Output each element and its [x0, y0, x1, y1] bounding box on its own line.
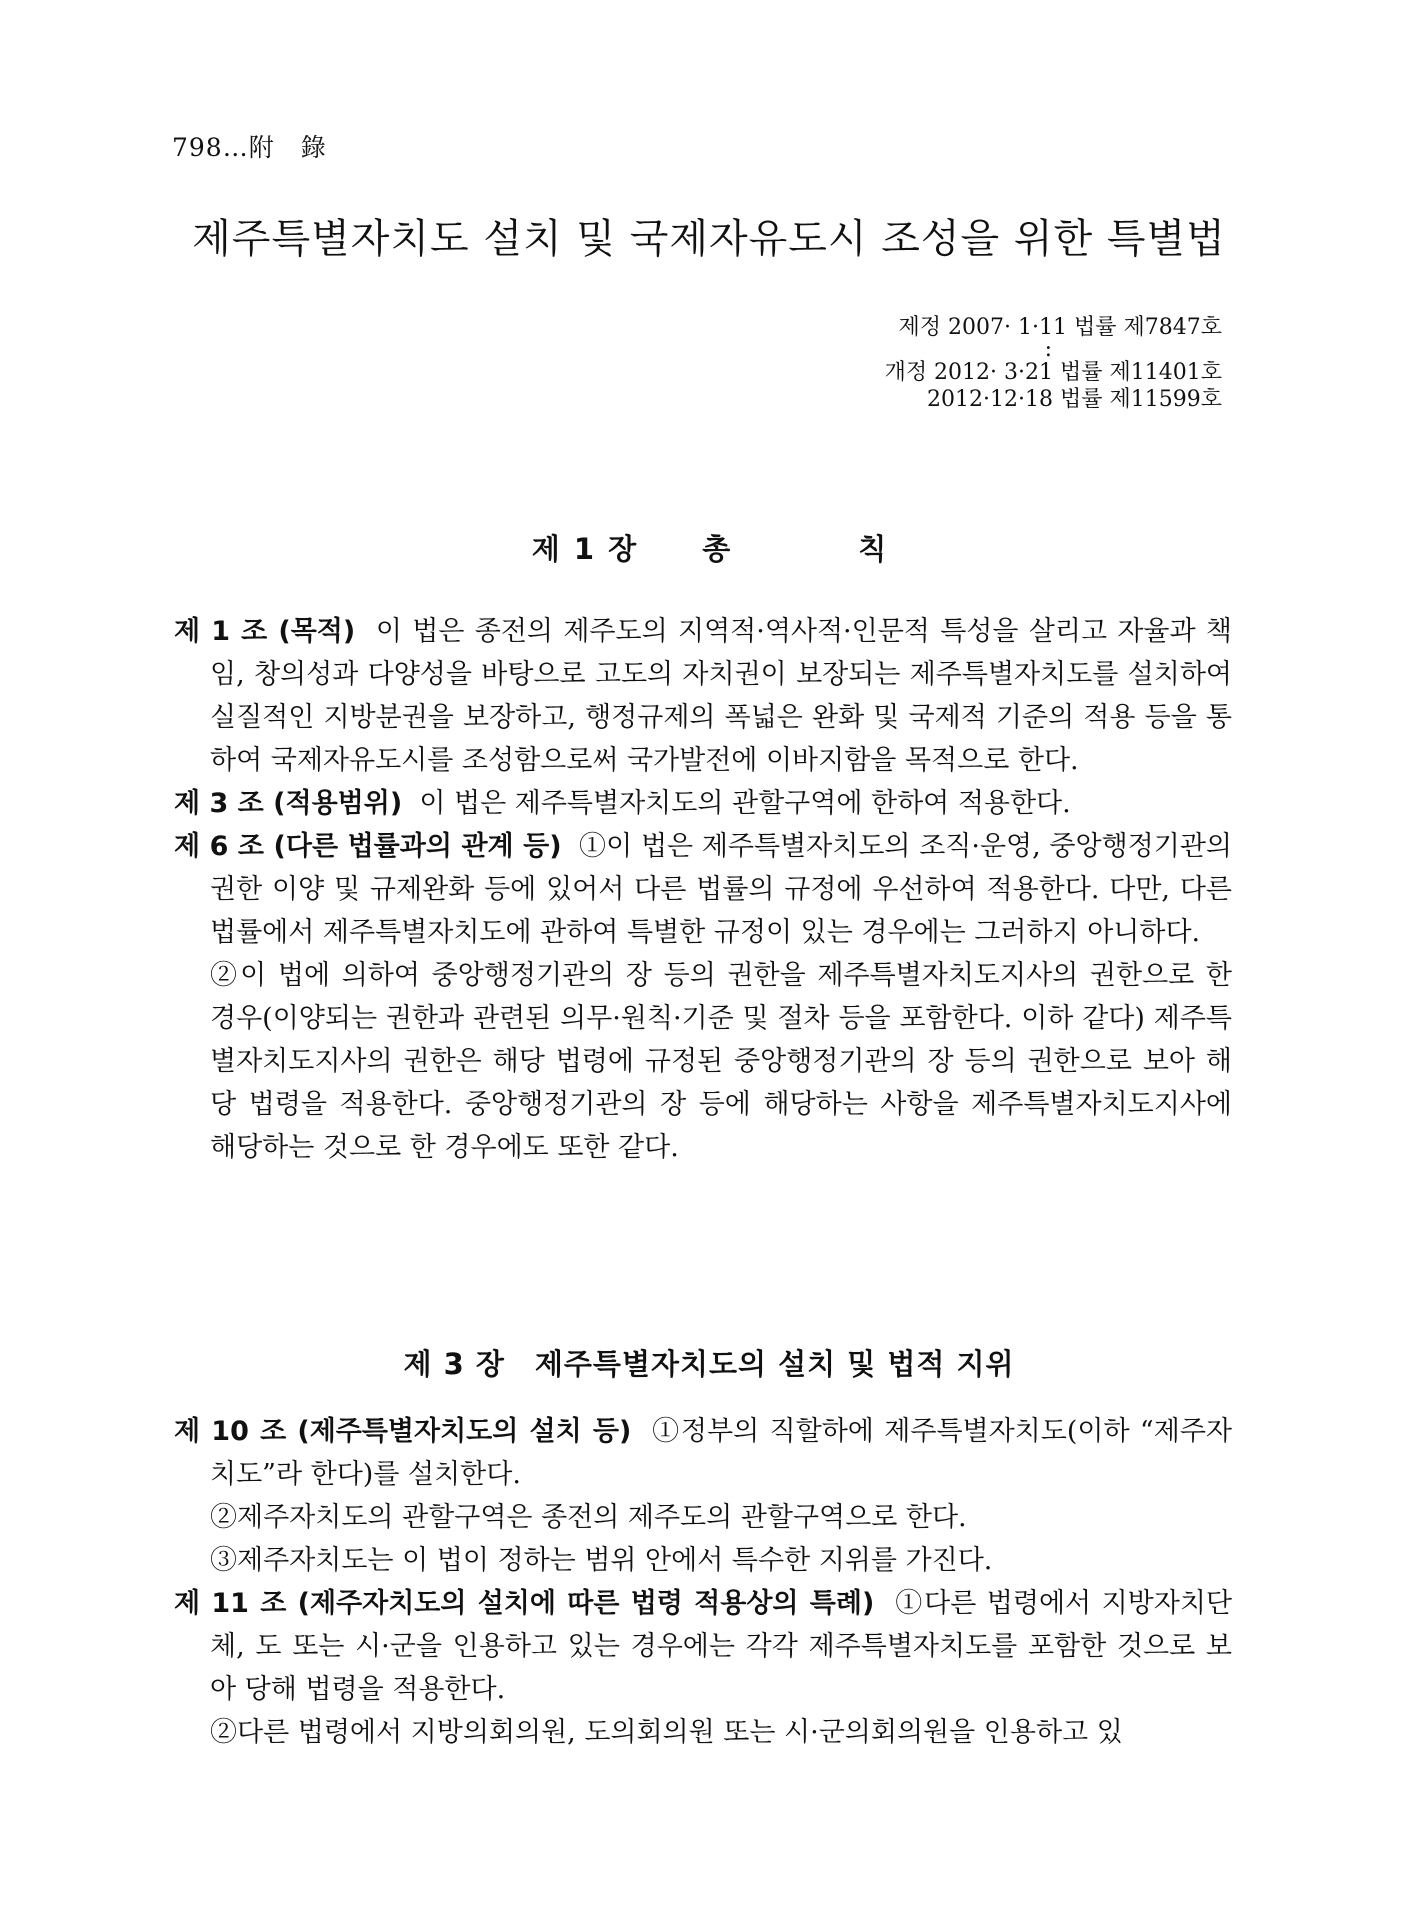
chapter-1-body [174, 610, 1232, 1169]
article-6-para-2: ②이 법에 의하여 중앙행정기관의 장 등의 권한을 제주특별자치도지사의 권한으로 한 경우(이양되는 권한과 관련된 의무·원칙·기준 및 절차 등을 포함한다. 이하 같다) 제주특별자치도지사의 권한은 해당 법령에 규정된 중앙행정기관의 장 등의 권한으로 보아 해당 법령을 적용한다. 중앙행정기관의 장 등에 해당하는 사항을 제주특별자치도지사에 해당하는 것으로 한 경우에도 또한 같다. [210, 960, 1232, 1163]
article-11-para-2: ②다른 법령에서 지방의회의원, 도의회의원 또는 시·군의회의원을 인용하고 있 [210, 1717, 1123, 1748]
chapter-3-body [174, 1410, 1232, 1754]
article-1-heading: 제 1 조 (목적) [174, 616, 356, 647]
enactment-line: 제정 2007· 1·11 법률 제7847호 [898, 315, 1222, 340]
article-3-heading: 제 3 조 (적용범위) [174, 788, 403, 819]
article-10-para-1: ①정부의 직할하에 제주특별자치도(이하 “제주자치도”라 한다)를 설치한다. [210, 1416, 1232, 1490]
amendment-history [885, 314, 1222, 413]
amendment-line-2: 2012·12·18 법률 제11599호 [927, 387, 1222, 412]
article-11-para-1: ①다른 법령에서 지방자치단체, 도 또는 시·군을 인용하고 있는 경우에는 각각 제주특별자치도를 포함한 것으로 보아 당해 법령을 적용한다. [210, 1588, 1232, 1705]
article-10 [174, 1410, 1232, 1496]
article-3 [174, 782, 1232, 825]
article-11-heading: 제 11 조 (제주자치도의 설치에 따른 법령 적용상의 특례) [174, 1588, 875, 1619]
history-ellipsis: : [1044, 337, 1052, 362]
chapter-1-title-part2: 칙 [858, 532, 887, 566]
article-6 [174, 825, 1232, 954]
article-1 [174, 610, 1232, 782]
article-10-para-2: ②제주자치도의 관할구역은 종전의 제주도의 관할구역으로 한다. [210, 1502, 967, 1533]
article-3-text: 이 법은 제주특별자치도의 관할구역에 한하여 적용한다. [419, 788, 1071, 819]
running-header: 798…附 錄 [172, 133, 327, 162]
amendment-line-1: 개정 2012· 3·21 법률 제11401호 [884, 360, 1222, 385]
article-10-para-3: ③제주자치도는 이 법이 정하는 범위 안에서 특수한 지위를 가진다. [210, 1545, 993, 1576]
article-1-text: 이 법은 종전의 제주도의 지역적·역사적·인문적 특성을 살리고 자율과 책임, 창의성과 다양성을 바탕으로 고도의 자치권이 보장되는 제주특별자치도를 설치하여 실질적인 지방분권을 보장하고, 행정규제의 폭넓은 완화 및 국제적 기준의 적용 등을 통하여 국제자유도시를 조성함으로써 국가발전에 이바지함을 목적으로 한다. [210, 616, 1232, 776]
chapter-1-heading [0, 527, 1418, 568]
chapter-1-number: 제 1 장 [531, 532, 639, 566]
article-10-heading: 제 10 조 (제주특별자치도의 설치 등) [174, 1416, 632, 1447]
chapter-1-title-part1: 총 [702, 532, 731, 566]
article-6-heading: 제 6 조 (다른 법률과의 관계 등) [174, 831, 562, 862]
chapter-3-heading: 제 3 장 제주특별자치도의 설치 및 법적 지위 [403, 1347, 1015, 1381]
article-11 [174, 1582, 1232, 1711]
article-6-para-1: ①이 법은 제주특별자치도의 조직·운영, 중앙행정기관의 권한 이양 및 규제완화 등에 있어서 다른 법률의 규정에 우선하여 적용한다. 다만, 다른 법률에서 제주특별자치도에 관하여 특별한 규정이 있는 경우에는 그러하지 아니하다. [210, 831, 1232, 948]
page-title: 제주특별자치도 설치 및 국제자유도시 조성을 위한 특별법 [192, 216, 1226, 262]
